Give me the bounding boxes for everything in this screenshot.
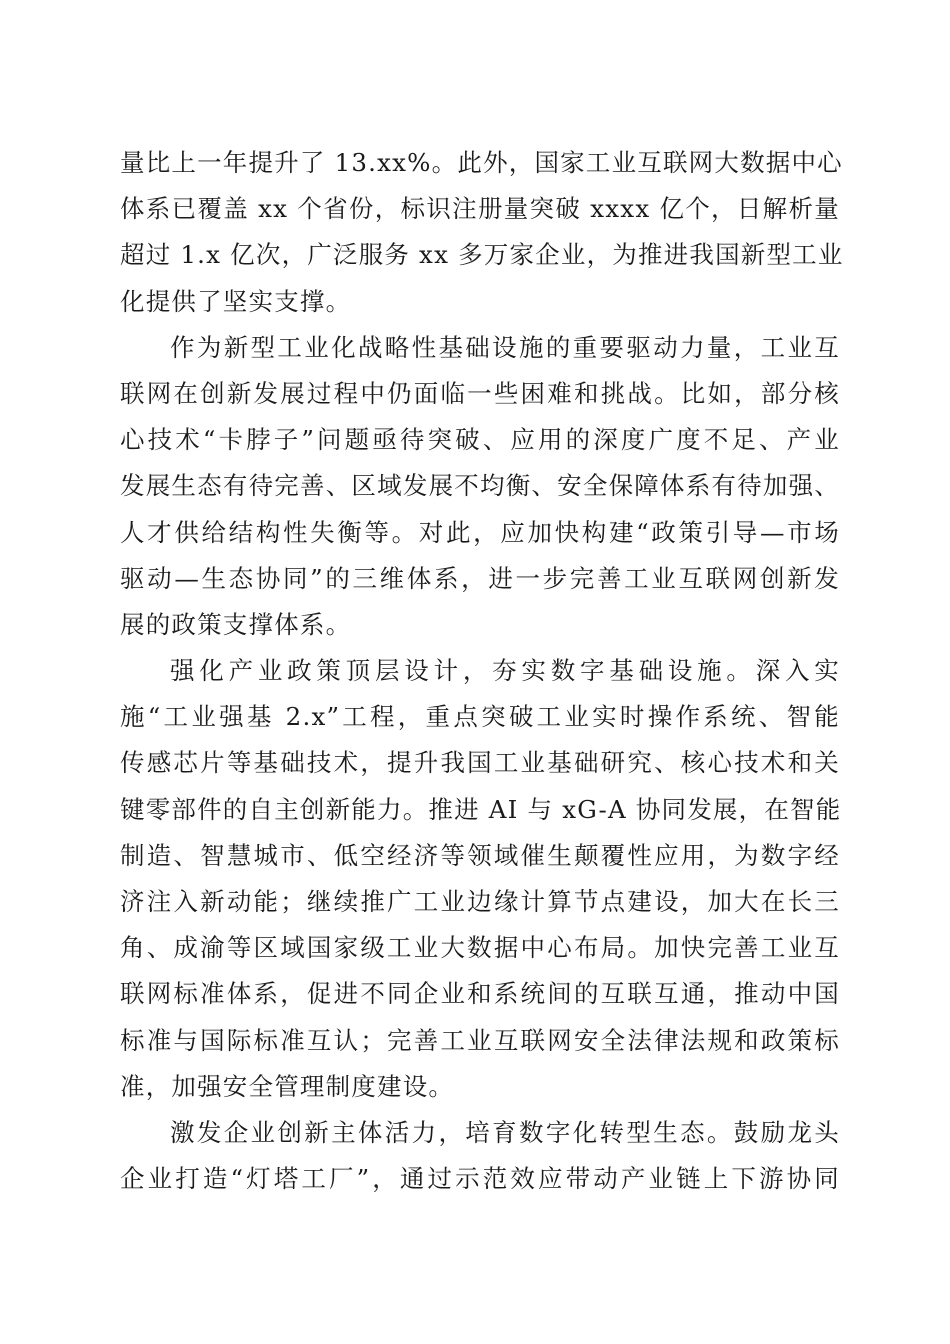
- text-line: 制造、智慧城市、低空经济等领域催生颠覆性应用，为数字经: [120, 840, 840, 870]
- text-line: 量比上一年提升了 13.xx%。此外，国家工业互联网大数据中心: [120, 148, 843, 177]
- text-line: 人才供给结构性失衡等。对此，应加快构建“政策引导—市场: [120, 517, 840, 547]
- text-line: 企业打造“灯塔工厂”，通过示范效应带动产业链上下游协同: [120, 1164, 840, 1194]
- text-line: 超过 1.x 亿次，广泛服务 xx 多万家企业，为推进我国新型工业: [120, 240, 844, 270]
- text-line: 联网标准体系，促进不同企业和系统间的互联互通，推动中国: [120, 979, 840, 1009]
- paragraph: [120, 140, 844, 325]
- text-line: 驱动—生态协同”的三维体系，进一步完善工业互联网创新发: [120, 563, 840, 593]
- text-line: 体系已覆盖 xx 个省份，标识注册量突破 xxxx 亿个，日解析量: [120, 194, 840, 224]
- text-line: 心技术“卡脖子”问题亟待突破、应用的深度广度不足、产业: [120, 425, 840, 455]
- text-line: 键零部件的自主创新能力。推进 AI 与 xG-A 协同发展，在智能: [120, 794, 842, 824]
- text-line: 标准与国际标准互认；完善工业互联网安全法律法规和政策标: [120, 1025, 840, 1055]
- text-line: 济注入新动能；继续推广工业边缘计算节点建设，加大在长三: [120, 887, 840, 916]
- text-line: 施“工业强基 2.x”工程，重点突破工业实时操作系统、智能: [120, 702, 840, 732]
- text-line: 强化产业政策顶层设计，夯实数字基础设施。深入实: [170, 656, 840, 686]
- document-body: [120, 140, 844, 1202]
- text-line: 激发企业创新主体活力，培育数字化转型生态。鼓励龙头: [170, 1117, 840, 1147]
- text-line: 传感芯片等基础技术，提升我国工业基础研究、核心技术和关: [120, 748, 840, 778]
- text-line: 角、成渝等区域国家级工业大数据中心布局。加快完善工业互: [120, 933, 840, 963]
- paragraph: [120, 325, 840, 648]
- paragraph: [120, 1110, 840, 1202]
- text-line: 发展生态有待完善、区域发展不均衡、安全保障体系有待加强、: [120, 471, 840, 501]
- text-line: 准，加强安全管理制度建设。: [120, 1071, 455, 1101]
- paragraph: [120, 648, 840, 1110]
- text-line: 化提供了坚实支撑。: [120, 286, 352, 316]
- text-line: 联网在创新发展过程中仍面临一些困难和挑战。比如，部分核: [120, 378, 840, 408]
- text-line: 作为新型工业化战略性基础设施的重要驱动力量，工业互: [170, 332, 840, 362]
- text-line: 展的政策支撑体系。: [120, 609, 352, 639]
